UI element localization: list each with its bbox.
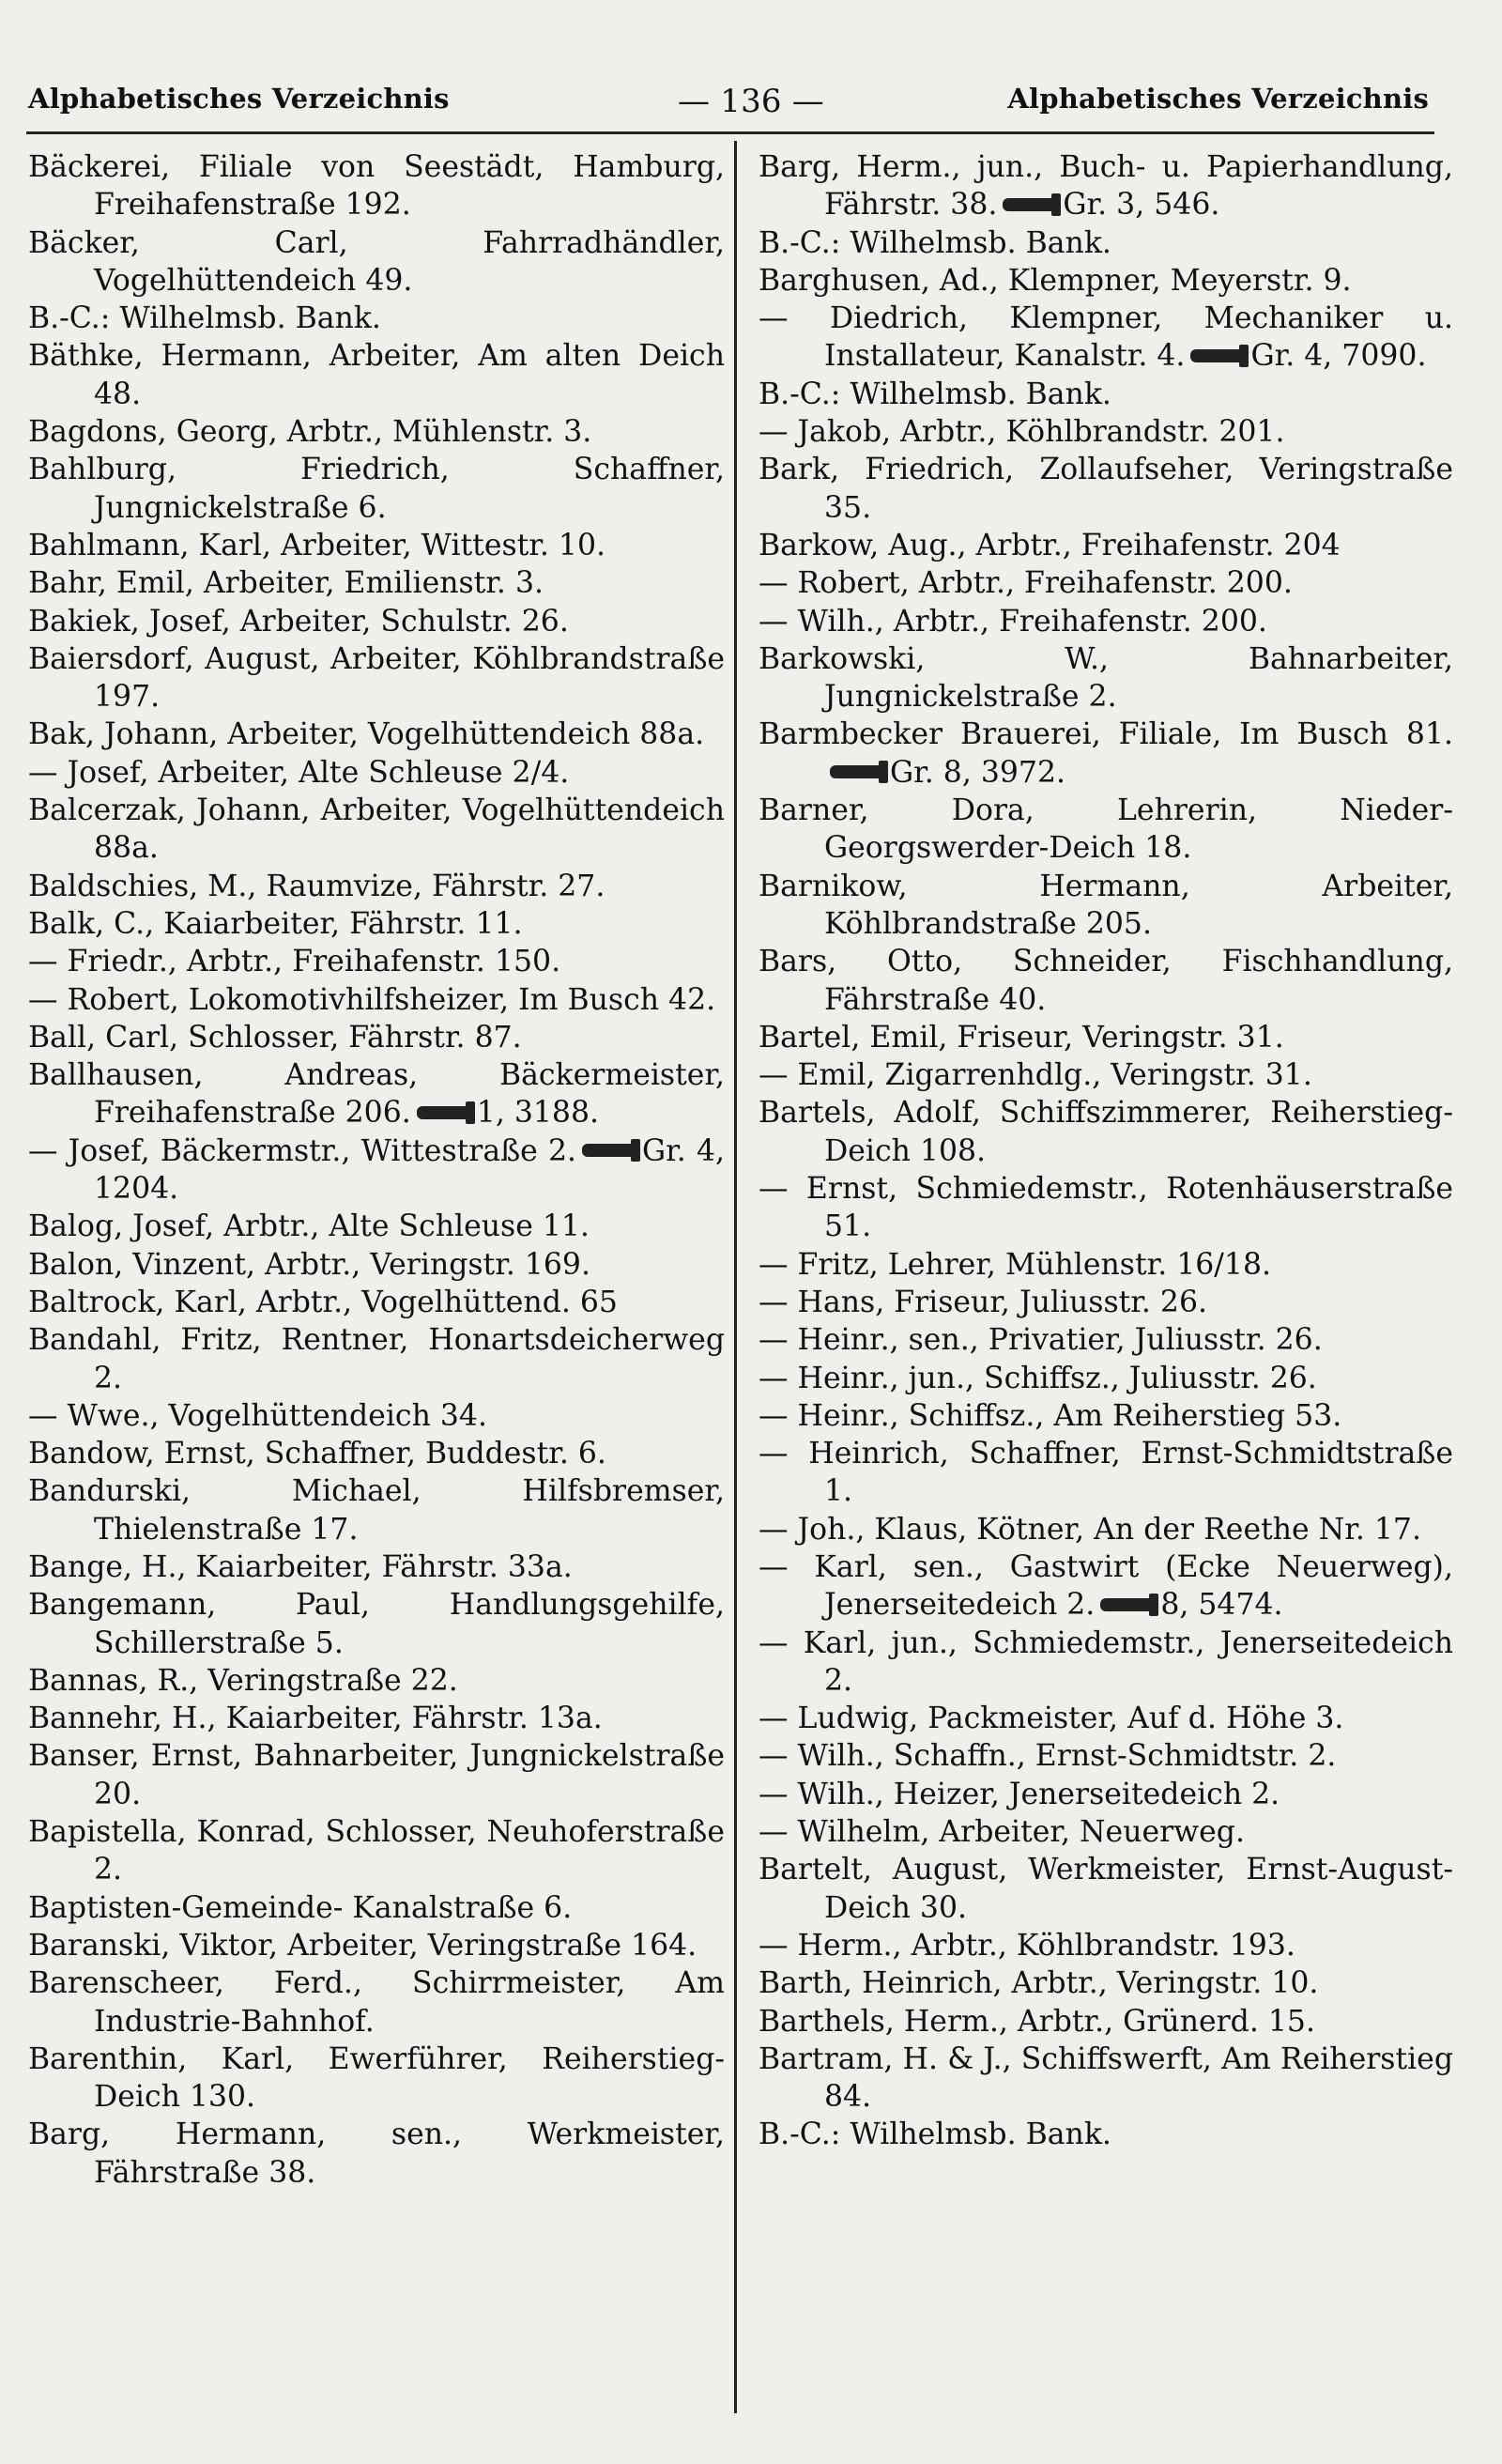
- directory-entry: [28, 792, 725, 868]
- entry-text: Baldschies, M., Raumvize, Fährstr. 27.: [28, 869, 605, 903]
- directory-entry: [28, 1056, 725, 1132]
- directory-entry: [759, 1056, 1453, 1094]
- entry-text: Bäckerei, Filiale von Seestädt, Hamburg, Freihafenstraße 192.: [28, 150, 725, 223]
- entry-text: — Hans, Friseur, Juliusstr. 26.: [759, 1285, 1208, 1319]
- entry-text: Bark, Friedrich, Zollaufseher, Veringstraße 35.: [759, 453, 1453, 525]
- entry-text: Bartelt, August, Werkmeister, Ernst-August-Deich 30.: [759, 1853, 1453, 1925]
- directory-entry: [759, 1548, 1453, 1625]
- directory-entry: [759, 376, 1453, 413]
- directory-entry: [28, 1700, 725, 1737]
- directory-entry: [28, 1813, 725, 1889]
- entry-text: — Karl, sen., Gastwirt (Ecke Neuerweg), Jenerseitedeich 2.: [759, 1549, 1453, 1623]
- entry-text: — Wilh., Heizer, Jenerseitedeich 2.: [759, 1777, 1280, 1811]
- directory-entry: [759, 300, 1453, 376]
- entry-text: — Friedr., Arbtr., Freihafenstr. 150.: [28, 945, 561, 979]
- entry-text: Barner, Dora, Lehrerin, Nieder-Georgswerder-Deich 18.: [759, 793, 1453, 866]
- directory-entry: [759, 868, 1453, 944]
- directory-entry: [759, 943, 1453, 1019]
- directory-entry: [28, 716, 725, 753]
- directory-entry: [759, 1625, 1453, 1701]
- directory-entry: [28, 1472, 725, 1548]
- entry-text: — Herm., Arbtr., Köhlbrandstr. 193.: [759, 1928, 1295, 1963]
- entry-text: — Josef, Bäckermstr., Wittestraße 2.: [28, 1133, 577, 1168]
- directory-entry: [28, 2040, 725, 2117]
- entry-text: Bakiek, Josef, Arbeiter, Schulstr. 26.: [28, 604, 569, 639]
- entry-text: — Robert, Lokomotivhilfsheizer, Im Busch 42.: [28, 982, 716, 1017]
- entry-text: Bartram, H. & J., Schiffswerft, Am Reiherstieg 84.: [759, 2041, 1453, 2115]
- directory-entry: [759, 716, 1453, 792]
- entry-text: — Jakob, Arbtr., Köhlbrandstr. 201.: [759, 415, 1285, 450]
- directory-entry: [759, 224, 1453, 262]
- directory-entry: [28, 527, 725, 564]
- directory-entry: [759, 2116, 1453, 2153]
- directory-entry: [759, 1284, 1453, 1321]
- entry-text: Balon, Vinzent, Arbtr., Veringstr. 169.: [28, 1247, 590, 1282]
- entry-text: Bannas, R., Veringstraße 22.: [28, 1663, 458, 1698]
- directory-entry: [28, 2116, 725, 2192]
- directory-entry: [759, 1700, 1453, 1737]
- entry-text: Balcerzak, Johann, Arbeiter, Vogelhüttendeich 88a.: [28, 793, 725, 866]
- telephone-icon: [582, 1144, 633, 1157]
- directory-entry: [28, 1964, 725, 2040]
- directory-entry: [28, 300, 725, 337]
- entry-text: — Ludwig, Packmeister, Auf d. Höhe 3.: [759, 1702, 1344, 1736]
- entry-text: Balog, Josef, Arbtr., Alte Schleuse 11.: [28, 1209, 590, 1244]
- directory-entry: [28, 603, 725, 640]
- telephone-icon: [1190, 349, 1241, 362]
- entry-text: Barth, Heinrich, Arbtr., Veringstr. 10.: [759, 1966, 1319, 2001]
- directory-entry: [759, 792, 1453, 868]
- header-rule: [26, 131, 1434, 134]
- directory-entry: [28, 413, 725, 451]
- directory-entry: [759, 640, 1453, 716]
- entry-text: Banser, Ernst, Bahnarbeiter, Jungnickelstraße 20.: [28, 1739, 725, 1811]
- directory-entry: [28, 1246, 725, 1284]
- entry-text: Bartels, Adolf, Schiffszimmerer, Reiherstieg-Deich 108.: [759, 1096, 1453, 1168]
- page-number: — 136 —: [678, 83, 824, 120]
- entry-text: Bange, H., Kaiarbeiter, Fährstr. 33a.: [28, 1549, 573, 1584]
- header-right-title: Alphabetisches Verzeichnis: [1007, 83, 1429, 115]
- entry-text: Bandurski, Michael, Hilfsbremser, Thielenstraße 17.: [28, 1474, 725, 1547]
- entry-text: — Karl, jun., Schmiedemstr., Jenerseitedeich 2.: [759, 1625, 1453, 1698]
- directory-entry: [759, 1737, 1453, 1775]
- entry-text: — Heinr., sen., Privatier, Juliusstr. 26.: [759, 1323, 1323, 1358]
- entry-text: Barenthin, Karl, Ewerführer, Reiherstieg-Deich 130.: [28, 2041, 725, 2115]
- directory-entry: [759, 1246, 1453, 1284]
- directory-entry: [759, 1776, 1453, 1813]
- directory-entry: [28, 981, 725, 1019]
- directory-entry: [28, 754, 725, 792]
- telephone-number: 8, 5474.: [1160, 1588, 1283, 1623]
- directory-entry: [759, 413, 1453, 451]
- entry-text: Barg, Hermann, sen., Werkmeister, Fährstraße 38.: [28, 2118, 725, 2190]
- telephone-icon: [1003, 198, 1053, 211]
- directory-entry: [28, 1435, 725, 1472]
- entry-text: — Heinr., jun., Schiffsz., Juliusstr. 26.: [759, 1361, 1317, 1395]
- directory-entry: [759, 1964, 1453, 2002]
- telephone-number: Gr. 3, 546.: [1063, 188, 1220, 223]
- directory-entry: [759, 1851, 1453, 1927]
- directory-entry: [28, 337, 725, 413]
- directory-entry: [759, 1094, 1453, 1170]
- directory-entry: [28, 1397, 725, 1435]
- directory-entry: [28, 224, 725, 300]
- entry-text: Barkow, Aug., Arbtr., Freihafenstr. 204: [759, 528, 1341, 562]
- directory-entry: [759, 1321, 1453, 1359]
- entry-text: Baptisten-Gemeinde- Kanalstraße 6.: [28, 1890, 573, 1925]
- entry-text: B.-C.: Wilhelmsb. Bank.: [759, 2118, 1111, 2152]
- entry-text: Balk, C., Kaiarbeiter, Fährstr. 11.: [28, 906, 523, 941]
- entry-text: Barthels, Herm., Arbtr., Grünerd. 15.: [759, 2004, 1315, 2039]
- entry-text: — Josef, Arbeiter, Alte Schleuse 2/4.: [28, 755, 570, 790]
- entry-text: Bangemann, Paul, Handlungsgehilfe, Schillerstraße 5.: [28, 1588, 725, 1660]
- directory-entry: [759, 1435, 1453, 1511]
- entry-text: — Heinrich, Schaffner, Ernst-Schmidtstraße 1.: [759, 1437, 1453, 1509]
- entry-text: B.-C.: Wilhelmsb. Bank.: [28, 301, 381, 336]
- directory-entry: [28, 640, 725, 716]
- telephone-icon: [1100, 1598, 1151, 1611]
- directory-entry: [28, 1284, 725, 1321]
- entry-text: — Heinr., Schiffsz., Am Reiherstieg 53.: [759, 1398, 1342, 1433]
- directory-entry: [28, 1321, 725, 1397]
- entry-text: Barkowski, W., Bahnarbeiter, Jungnickelstraße 2.: [759, 641, 1453, 715]
- entry-text: Bannehr, H., Kaiarbeiter, Fährstr. 13a.: [28, 1702, 603, 1736]
- entry-text: Barmbecker Brauerei, Filiale, Im Busch 81.: [759, 717, 1453, 752]
- entry-text: Bagdons, Georg, Arbtr., Mühlenstr. 3.: [28, 415, 592, 450]
- entry-text: B.-C.: Wilhelmsb. Bank.: [759, 225, 1111, 260]
- entry-text: — Joh., Klaus, Kötner, An der Reethe Nr. 17.: [759, 1512, 1421, 1547]
- entry-text: Barenscheer, Ferd., Schirrmeister, Am Industrie-Bahnhof.: [28, 1966, 725, 2039]
- entry-text: — Fritz, Lehrer, Mühlenstr. 16/18.: [759, 1247, 1272, 1282]
- directory-entry: [759, 1927, 1453, 1964]
- directory-entry: [759, 1511, 1453, 1548]
- entry-text: Bahr, Emil, Arbeiter, Emilienstr. 3.: [28, 566, 544, 601]
- directory-entry: [759, 527, 1453, 564]
- entry-text: Bak, Johann, Arbeiter, Vogelhüttendeich 88a.: [28, 717, 705, 752]
- entry-text: Bäcker, Carl, Fahrradhändler, Vogelhüttendeich 49.: [28, 225, 725, 298]
- entry-text: — Diedrich, Klempner, Mechaniker u. Installateur, Kanalstr. 4.: [759, 301, 1453, 374]
- entry-text: — Ernst, Schmiedemstr., Rotenhäuserstraße 51.: [759, 1172, 1453, 1244]
- column-divider: [734, 141, 737, 2413]
- entry-text: B.-C.: Wilhelmsb. Bank.: [759, 377, 1111, 411]
- entry-text: Baranski, Viktor, Arbeiter, Veringstraße 164.: [28, 1928, 697, 1963]
- entry-text: Bahlmann, Karl, Arbeiter, Wittestr. 10.: [28, 528, 606, 562]
- right-column: [759, 148, 1453, 2154]
- entry-text: Ball, Carl, Schlosser, Fährstr. 87.: [28, 1020, 522, 1055]
- entry-text: Bandahl, Fritz, Rentner, Honartsdeicherweg 2.: [28, 1323, 725, 1395]
- entry-text: Bandow, Ernst, Schaffner, Buddestr. 6.: [28, 1437, 606, 1471]
- telephone-number: 1, 3188.: [476, 1096, 600, 1131]
- directory-entry: [28, 943, 725, 980]
- entry-text: Baltrock, Karl, Arbtr., Vogelhüttend. 65: [28, 1285, 618, 1319]
- directory-entry: [28, 1927, 725, 1964]
- directory-entry: [28, 1132, 725, 1209]
- telephone-number: Gr. 8, 3972.: [890, 755, 1066, 790]
- directory-entry: [28, 868, 725, 905]
- telephone-number: Gr. 4, 7090.: [1250, 339, 1427, 374]
- entry-text: Bapistella, Konrad, Schlosser, Neuhoferstraße 2.: [28, 1815, 725, 1887]
- entry-text: Bäthke, Hermann, Arbeiter, Am alten Deich 48.: [28, 339, 725, 411]
- directory-entry: [759, 148, 1453, 224]
- directory-entry: [28, 564, 725, 602]
- entry-text: Bahlburg, Friedrich, Schaffner, Jungnickelstraße 6.: [28, 453, 725, 525]
- directory-entry: [28, 451, 725, 527]
- entry-text: Baiersdorf, August, Arbeiter, Köhlbrandstraße 197.: [28, 641, 725, 715]
- directory-entry: [759, 1813, 1453, 1851]
- telephone-number: Gr. 4, 1204.: [94, 1133, 725, 1207]
- directory-entry: [759, 1397, 1453, 1435]
- directory-entry: [759, 1360, 1453, 1397]
- directory-entry: [759, 564, 1453, 602]
- entry-text: Bars, Otto, Schneider, Fischhandlung, Fährstraße 40.: [759, 945, 1453, 1017]
- directory-entry: [759, 451, 1453, 527]
- entry-text: Barghusen, Ad., Klempner, Meyerstr. 9.: [759, 263, 1352, 298]
- directory-entry: [759, 262, 1453, 300]
- entry-text: Ballhausen, Andreas, Bäckermeister, Freihafenstraße 206.: [28, 1058, 725, 1131]
- entry-text: — Wilh., Schaffn., Ernst-Schmidtstr. 2.: [759, 1739, 1337, 1774]
- directory-entry: [28, 1586, 725, 1662]
- directory-entry: [759, 1170, 1453, 1246]
- directory-entry: [28, 1737, 725, 1813]
- directory-entry: [759, 1019, 1453, 1056]
- entry-text: Barg, Herm., jun., Buch- u. Papierhandlung, Fährstr. 38.: [759, 150, 1453, 223]
- telephone-icon: [830, 765, 881, 778]
- entry-text: — Wwe., Vogelhüttendeich 34.: [28, 1398, 487, 1433]
- entry-text: Bartel, Emil, Friseur, Veringstr. 31.: [759, 1020, 1284, 1055]
- directory-entry: [28, 1889, 725, 1927]
- directory-entry: [759, 2040, 1453, 2117]
- directory-entry: [28, 148, 725, 224]
- directory-entry: [28, 1662, 725, 1700]
- header-left-title: Alphabetisches Verzeichnis: [28, 83, 450, 115]
- entry-text: — Emil, Zigarrenhdlg., Veringstr. 31.: [759, 1058, 1312, 1093]
- entry-text: Barnikow, Hermann, Arbeiter, Köhlbrandstraße 205.: [759, 869, 1453, 941]
- directory-entry: [759, 2003, 1453, 2040]
- entry-text: — Wilhelm, Arbeiter, Neuerweg.: [759, 1815, 1245, 1850]
- telephone-icon: [417, 1106, 467, 1119]
- directory-entry: [28, 1548, 725, 1586]
- directory-entry: [28, 905, 725, 943]
- directory-entry: [28, 1208, 725, 1245]
- left-column: [28, 148, 725, 2192]
- entry-text: — Wilh., Arbtr., Freihafenstr. 200.: [759, 604, 1267, 639]
- directory-entry: [28, 1019, 725, 1056]
- entry-text: — Robert, Arbtr., Freihafenstr. 200.: [759, 566, 1293, 601]
- directory-entry: [759, 603, 1453, 640]
